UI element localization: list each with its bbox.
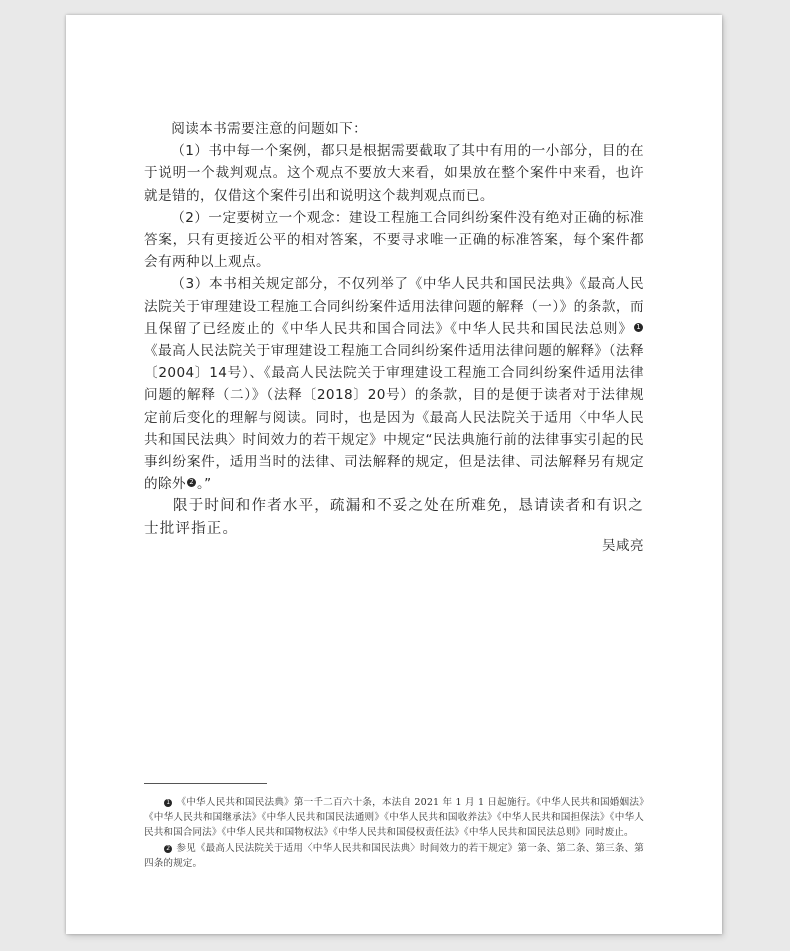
body-text — [144, 118, 644, 540]
item-3-text-a: （3）本书相关规定部分，不仅列举了《中华人民共和国民法典》《最高人民法院关于审理建设工程施工合同纠纷案件适用法律问题的解释（一）》的条款，而且保留了已经废止的《中华人民共和国合同法》《中华人民共和国民法总则》 — [144, 276, 644, 337]
item-3-text-c: 。” — [196, 476, 212, 493]
document-page — [66, 15, 722, 934]
closing-paragraph: 限于时间和作者水平，疏漏和不妥之处在所难免，恳请读者和有识之士批评指正。 — [144, 498, 644, 537]
footnotes — [144, 795, 644, 871]
footnote-marker-2[interactable]: 2 — [187, 478, 196, 487]
item-1-paragraph: （1）书中每一个案例，都只是根据需要截取了其中有用的一小部分，目的在于说明一个裁判观点。这个观点不要放大来看，如果放在整个案件中来看，也许就是错的，仅借这个案件引出和说明这个裁判观点而已。 — [144, 143, 644, 204]
item-2-paragraph: （2）一定要树立一个观念：建设工程施工合同纠纷案件没有绝对正确的标准答案，只有更接近公平的相对答案，不要寻求唯一正确的标准答案，每个案件都会有两种以上观点。 — [144, 209, 644, 271]
author-signature: 吴咸亮 — [602, 538, 644, 554]
footnote-2 — [144, 841, 644, 871]
footnote-2-text: 参见《最高人民法院关于适用〈中华人民共和国民法典〉时间效力的若干规定》第一条、第二条、第三条、第四条的规定。 — [144, 842, 644, 869]
footnote-1-marker: 1 — [164, 799, 172, 807]
footnote-2-marker: 2 — [164, 845, 172, 853]
item-3-text-b: 《最高人民法院关于审理建设工程施工合同纠纷案件适用法律问题的解释》（法释〔2004〕14号）、《最高人民法院关于审理建设工程施工合同纠纷案件适用法律问题的解释（二）》（法释〔2018〕20号）的条款，目的是便于读者对于法律规定前后变化的理解与阅读。同时，也是因为《最高人民法院关于适用〈中华人民共和国民法典〉时间效力的若干规定》中规定“民法典施行前的法律事实引起的民事纠纷案件，适用当时的法律、司法解释的规定，但是法律、司法解释另有规定的除外 — [144, 343, 644, 493]
footnote-1-text: 《中华人民共和国民法典》第一千二百六十条，本法自 2021 年 1 月 1 日起施行。《中华人民共和国婚姻法》《中华人民共和国继承法》《中华人民共和国民法通则》《中华人民共和国收养法》《中华人民共和国担保法》《中华人民共和国合同法》《中华人民共和国物权法》《中华人民共和国侵权责任法》《中华人民共和国民法总则》同时废止。 — [144, 797, 644, 839]
item-3-paragraph — [144, 273, 644, 495]
footnote-1 — [144, 795, 644, 841]
footnote-divider — [144, 783, 267, 784]
intro-paragraph: 阅读本书需要注意的问题如下： — [171, 121, 368, 137]
footnote-marker-1[interactable]: 1 — [634, 323, 643, 332]
